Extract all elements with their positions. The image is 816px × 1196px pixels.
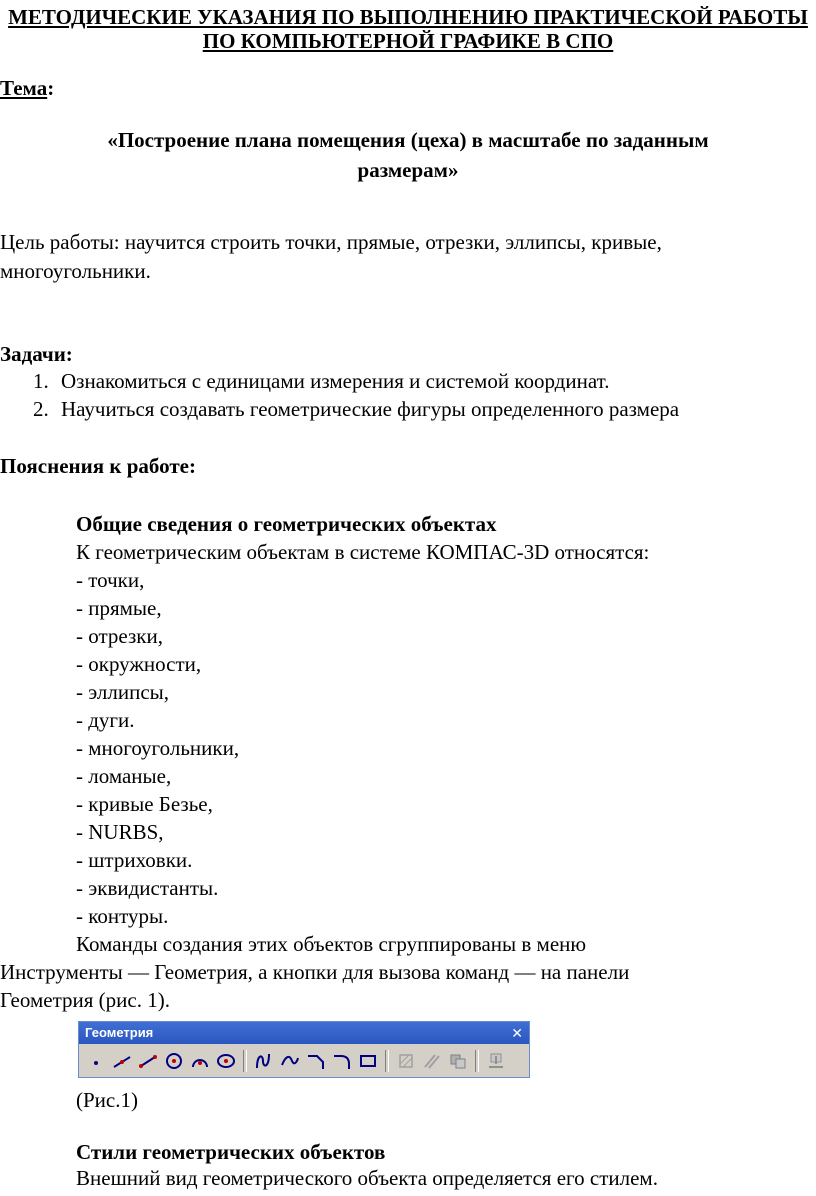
figure-caption: (Рис.1) <box>76 1088 138 1112</box>
toolbar-separator <box>385 1050 389 1072</box>
explanations-heading: Пояснения к работе: <box>0 454 196 478</box>
task-text: Ознакомиться с единицами измерения и системой координат. <box>61 369 610 393</box>
circle-icon[interactable] <box>163 1050 185 1072</box>
toolbar-separator <box>243 1050 247 1072</box>
goal-line2: многоугольники. <box>0 259 151 283</box>
topic-label-row <box>0 74 54 102</box>
topic-label: Тема <box>0 76 48 100</box>
topic-title-line2: размерам» <box>357 158 459 182</box>
object-list-item: - дуги. <box>76 708 135 732</box>
commands-line1: Команды создания этих объектов сгруппированы в меню <box>76 932 587 956</box>
object-list-item: - многоугольники, <box>76 736 240 760</box>
toolbar-separator <box>475 1050 479 1072</box>
commands-line2: Инструменты — Геометрия, а кнопки для вызова команд — на панели <box>0 960 630 984</box>
close-icon[interactable]: ✕ <box>511 1025 523 1041</box>
chamfer-icon[interactable] <box>305 1050 327 1072</box>
toolbar-buttons <box>79 1044 529 1077</box>
doc-title-line1: МЕТОДИЧЕСКИЕ УКАЗАНИЯ ПО ВЫПОЛНЕНИЮ ПРАКТИЧЕСКОЙ РАБОТЫ <box>8 5 808 29</box>
object-list-item: - окружности, <box>76 652 202 676</box>
object-list-item: - NURBS, <box>76 820 164 844</box>
segment-icon[interactable] <box>137 1050 159 1072</box>
general-intro: К геометрическим объектам в системе КОМПАС-3D относятся: <box>76 540 650 564</box>
object-list-item: - ломаные, <box>76 764 172 788</box>
arc-icon[interactable] <box>189 1050 211 1072</box>
polyline-icon[interactable] <box>253 1050 275 1072</box>
topic-colon: : <box>47 76 55 100</box>
equidistant-icon[interactable] <box>421 1050 443 1072</box>
collect-contour-icon[interactable] <box>485 1050 507 1072</box>
hatch-icon[interactable] <box>395 1050 417 1072</box>
task-text: Научиться создавать геометрические фигуры определенного размера <box>61 397 680 421</box>
goal-line1: Цель работы: научится строить точки, прямые, отрезки, эллипсы, кривые, <box>0 230 662 254</box>
commands-line3: Геометрия (рис. 1). <box>0 988 170 1012</box>
styles-heading: Стили геометрических объектов <box>76 1140 386 1164</box>
styles-text: Внешний вид геометрического объекта определяется его стилем. <box>76 1166 658 1190</box>
line-icon[interactable] <box>111 1050 133 1072</box>
task-number: 2. <box>33 397 49 421</box>
task-item <box>33 395 680 423</box>
object-list-item: - эквидистанты. <box>76 876 219 900</box>
doc-title-line2: ПО КОМПЬЮТЕРНОЙ ГРАФИКЕ В СПО <box>202 29 614 53</box>
bezier-icon[interactable] <box>279 1050 301 1072</box>
task-number: 1. <box>33 369 49 393</box>
toolbar-title-bar <box>79 1022 529 1044</box>
point-icon[interactable] <box>85 1050 107 1072</box>
contour-icon[interactable] <box>447 1050 469 1072</box>
object-list-item: - эллипсы, <box>76 680 169 704</box>
task-item <box>33 367 610 395</box>
general-heading: Общие сведения о геометрических объектах <box>76 512 497 536</box>
object-list-item: - точки, <box>76 568 145 592</box>
object-list-item: - кривые Безье, <box>76 792 213 816</box>
object-list-item: - контуры. <box>76 904 169 928</box>
fillet-icon[interactable] <box>331 1050 353 1072</box>
topic-title-line1: «Построение плана помещения (цеха) в масштабе по заданным <box>107 128 709 152</box>
ellipse-icon[interactable] <box>215 1050 237 1072</box>
object-list-item: - штриховки. <box>76 848 193 872</box>
geometry-toolbar <box>78 1021 530 1078</box>
tasks-heading: Задачи: <box>0 342 73 366</box>
object-list-item: - отрезки, <box>76 624 163 648</box>
rectangle-icon[interactable] <box>357 1050 379 1072</box>
object-list-item: - прямые, <box>76 596 162 620</box>
toolbar-title: Геометрия <box>85 1025 154 1040</box>
